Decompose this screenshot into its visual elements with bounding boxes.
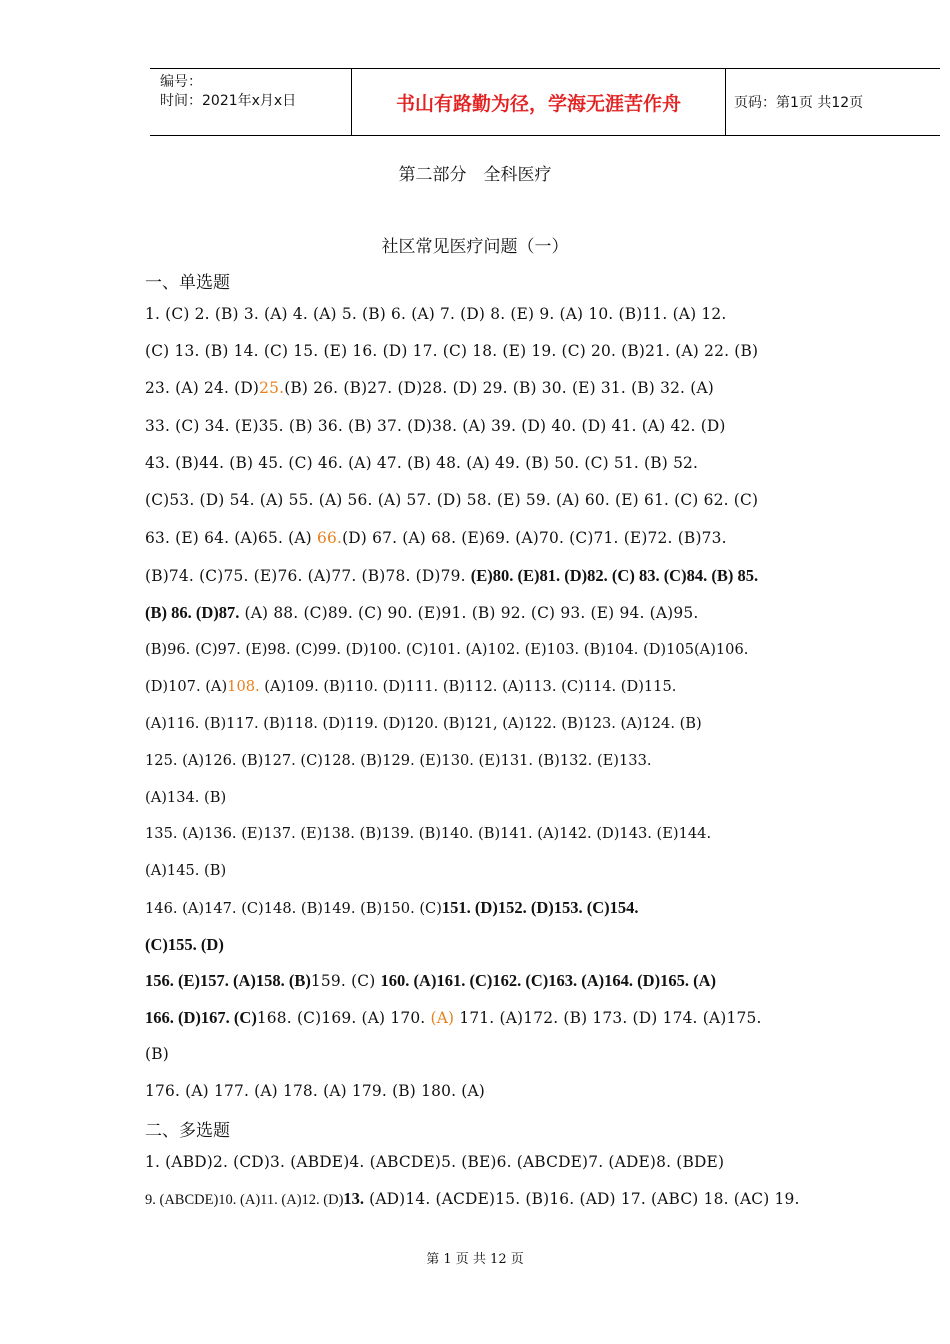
answer-line-10: (B)96. (C)97. (E)98. (C)99. (D)100. (C)101. (A)102. (E)103. (B)104. (D)105(A)106. [145, 641, 749, 658]
part-title: 第二部分 全科医疗 [398, 165, 552, 185]
serial-number-label: 编号： [160, 74, 202, 90]
section-multiple-choice: 二、多选题 [145, 1121, 230, 1141]
highlighted-answer: (A) [425, 1009, 460, 1027]
answer-line-7 [145, 529, 945, 547]
highlighted-answer: 25. [259, 379, 285, 397]
motto-text: 书山有路勤为径，学海无涯苦作舟 [395, 92, 681, 115]
answer-line-3 [145, 379, 945, 397]
section-single-choice: 一、单选题 [145, 273, 230, 293]
answer-line-17 [145, 898, 945, 918]
answer-text: 171. (A)172. (B) 173. (D) 174. (A)175. [459, 1009, 762, 1027]
answer-text: 63. (E) 64. (A)65. (A) [145, 529, 317, 547]
bold-answer-text: 166. (D)167. (C) [145, 1008, 257, 1027]
answer-text: 168. (C)169. (A) 170. [256, 1009, 426, 1027]
date-label: 时间：2021年x月x日 [160, 93, 297, 109]
answer-line-15: 135. (A)136. (E)137. (E)138. (B)139. (B)140. (B)141. (A)142. (D)143. (E)144. [145, 825, 712, 842]
page-info-text: 页码：第1页 共12页 [734, 95, 864, 111]
answer-line-22: 176. (A) 177. (A) 178. (A) 179. (B) 180. (A) [145, 1082, 485, 1100]
bold-answer-text: (E)80. (E)81. (D)82. (C) 83. (C)84. (B) 85. [470, 566, 759, 585]
answer-line-16: (A)145. (B) [145, 862, 227, 879]
answer-line-9 [145, 603, 945, 623]
answer-text: 9. (ABCDE)10. (A)11. (A)12. (D) [145, 1192, 344, 1208]
answer-text: (B) 26. (B)27. (D)28. (D) 29. (B) 30. (E) 31. (B) 32. (A) [284, 379, 714, 397]
chapter-title: 社区常见医疗问题（一） [381, 237, 569, 257]
answer-text: (AD)14. (ACDE)15. (B)16. (AD) 17. (ABC) 18. (AC) 19. [364, 1190, 800, 1208]
motto-cell [352, 69, 726, 135]
answer-text: (A)109. (B)110. (D)111. (B)112. (A)113. (C)114. (D)115. [259, 678, 677, 695]
page-footer: 第 1 页 共 12 页 [426, 1252, 524, 1267]
highlighted-answer: 66. [316, 529, 343, 547]
bold-answer-text: 160. (A)161. (C)162. (C)163. (A)164. (D)165. (A) [380, 971, 716, 990]
answer-text: (D) 67. (A) 68. (E)69. (A)70. (C)71. (E)72. (B)73. [342, 529, 727, 547]
answer-text: (D)107. (A) [145, 678, 228, 695]
answer-line-21: (B) [145, 1045, 169, 1063]
highlighted-answer: 108. [227, 678, 260, 695]
page-info-cell [726, 69, 940, 135]
multi-answer-line-2 [145, 1189, 945, 1209]
bold-answer-text: 151. (D)152. (D)153. (C)154. [441, 898, 639, 917]
answer-text: 146. (A)147. (C)148. (B)149. (B)150. (C) [145, 900, 442, 917]
header-table [150, 68, 940, 136]
bold-answer-text: (C)155. (D) [145, 935, 224, 954]
answer-line-2: (C) 13. (B) 14. (C) 15. (E) 16. (D) 17. (C) 18. (E) 19. (C) 20. (B)21. (A) 22. (B) [145, 342, 759, 360]
answer-line-11 [145, 678, 945, 695]
answer-line-6: (C)53. (D) 54. (A) 55. (A) 56. (A) 57. (D) 58. (E) 59. (A) 60. (E) 61. (C) 62. (C) [145, 491, 759, 509]
bold-answer-text: 156. (E)157. (A)158. (B) [145, 971, 311, 990]
answer-line-12: (A)116. (B)117. (B)118. (D)119. (D)120. (B)121, (A)122. (B)123. (A)124. (B) [145, 715, 702, 732]
answer-text: 23. (A) 24. (D) [145, 379, 260, 397]
answer-text: 159. (C) [310, 972, 381, 990]
multi-answer-line-1: 1. (ABD)2. (CD)3. (ABDE)4. (ABCDE)5. (BE)6. (ABCDE)7. (ADE)8. (BDE) [145, 1153, 725, 1171]
answer-line-19 [145, 971, 945, 991]
answer-line-13: 125. (A)126. (B)127. (C)128. (B)129. (E)130. (E)131. (B)132. (E)133. [145, 752, 652, 769]
header-meta-cell [150, 69, 352, 135]
answer-line-14: (A)134. (B) [145, 789, 227, 806]
answer-text: (B)74. (C)75. (E)76. (A)77. (B)78. (D)79. [145, 567, 466, 585]
answer-line-1: 1. (C) 2. (B) 3. (A) 4. (A) 5. (B) 6. (A) 7. (D) 8. (E) 9. (A) 10. (B)11. (A) 12. [145, 305, 727, 323]
answer-line-4: 33. (C) 34. (E)35. (B) 36. (B) 37. (D)38. (A) 39. (D) 40. (D) 41. (A) 42. (D) [145, 417, 726, 435]
answer-line-20 [145, 1008, 945, 1028]
answer-line-5: 43. (B)44. (B) 45. (C) 46. (A) 47. (B) 48. (A) 49. (B) 50. (C) 51. (B) 52. [145, 454, 699, 472]
answer-text: (A) 88. (C)89. (C) 90. (E)91. (B) 92. (C) 93. (E) 94. (A)95. [239, 604, 699, 622]
bold-answer-text: 13. [343, 1189, 365, 1208]
bold-answer-text: (B) 86. (D)87. [145, 603, 240, 622]
answer-line-18 [145, 935, 945, 955]
answer-line-8 [145, 566, 945, 586]
